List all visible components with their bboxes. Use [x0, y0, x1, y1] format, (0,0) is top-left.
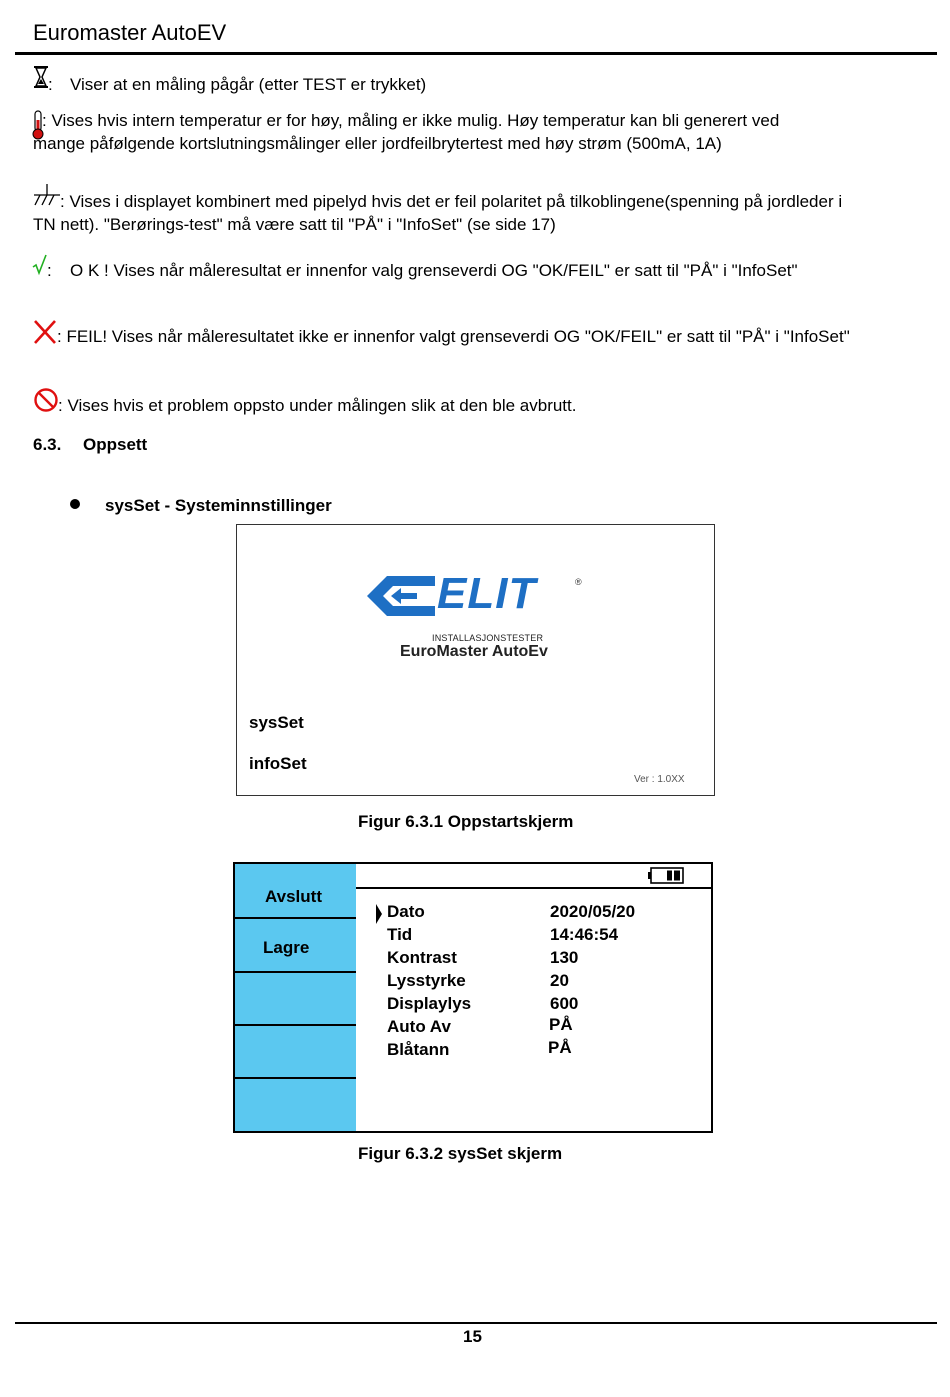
hourglass-icon [33, 65, 49, 89]
temperature-description-line2: mange påfølgende kortslutningsmålinger eller jordfeilbrytertest med høy strøm (500mA, 1A) [33, 134, 722, 153]
setting-value-lysstyrke[interactable]: 20 [550, 971, 569, 990]
empty-button-5[interactable] [235, 1079, 356, 1131]
figure1-caption: Figur 6.3.1 Oppstartskjerm [358, 812, 574, 831]
section-number: 6.3. [33, 435, 62, 454]
footer-rule [15, 1322, 937, 1324]
empty-button-3[interactable] [235, 973, 356, 1026]
checkmark-icon [32, 254, 48, 276]
earth-description-line1: : Vises i displayet kombinert med pipelyd hvis det er feil polaritet på tilkoblingene(spenning på jordleder i [60, 192, 843, 211]
bullet-dot [70, 499, 80, 509]
registered-mark: ® [575, 577, 582, 587]
menu-sysset[interactable]: sysSet [249, 713, 304, 732]
hourglass-sep: : [48, 75, 53, 94]
exit-button[interactable] [235, 864, 356, 919]
ok-sep: : [47, 261, 52, 280]
setting-label-kontrast[interactable]: Kontrast [387, 948, 457, 967]
setting-value-tid[interactable]: 14:46:54 [550, 925, 619, 944]
ok-description: O K ! Vises når måleresultat er innenfor valg grenseverdi OG "OK/FEIL" er satt til "PÅ" i "InfoSet" [70, 261, 798, 280]
fail-x-icon [33, 319, 57, 345]
setting-value-displaylys[interactable]: 600 [550, 994, 579, 1013]
earth-description-line2: TN nett). "Berørings-test" må være satt til "PÅ" i "InfoSet" (se side 17) [33, 215, 556, 234]
elit-logo-icon [365, 572, 437, 620]
fail-description: : FEIL! Vises når måleresultatet ikke er innenfor valgt grenseverdi OG "OK/FEIL" er satt til "PÅ" i "InfoSet" [57, 327, 850, 346]
prohibited-icon [33, 387, 59, 413]
setting-label-blatann[interactable]: Blåtann [387, 1040, 450, 1059]
setting-value-blatann[interactable]: PÅ [548, 1038, 572, 1057]
version-label: Ver : 1.0XX [634, 774, 685, 785]
setting-label-tid[interactable]: Tid [387, 925, 413, 944]
page-number: 15 [463, 1327, 482, 1346]
product-subtitle-small: INSTALLASJONSTESTER [432, 633, 544, 643]
abort-description: : Vises hvis et problem oppsto under målingen slik at den ble avbrutt. [58, 396, 577, 415]
sysset-screen [233, 862, 713, 1133]
setting-label-displaylys[interactable]: Displaylys [387, 994, 472, 1013]
menu-infoset[interactable]: infoSet [249, 754, 307, 773]
save-button[interactable] [235, 919, 356, 973]
header-rule [15, 52, 937, 55]
document-title: Euromaster AutoEV [33, 20, 227, 45]
battery-icon [648, 867, 686, 884]
selection-cursor-icon [374, 903, 384, 925]
exit-button-label: Avslutt [265, 887, 322, 906]
earth-fault-icon [32, 183, 62, 209]
section-title: Oppsett [83, 435, 148, 454]
temperature-description-line1: : Vises hvis intern temperatur er for høy, måling er ikke mulig. Høy temperatur kan bli generert ved [42, 111, 780, 130]
startup-screen [236, 524, 715, 796]
setting-value-auto-av[interactable]: PÅ [549, 1015, 573, 1034]
setting-label-lysstyrke[interactable]: Lysstyrke [387, 971, 466, 990]
logo-text: ELIT [437, 569, 537, 618]
setting-label-dato[interactable]: Dato [387, 902, 425, 921]
status-bar [356, 864, 711, 889]
sysset-menu [235, 864, 356, 1131]
setting-label-auto-av[interactable]: Auto Av [387, 1017, 451, 1036]
hourglass-description: Viser at en måling pågår (etter TEST er trykket) [70, 75, 427, 94]
save-button-label: Lagre [263, 938, 310, 957]
setting-value-dato[interactable]: 2020/05/20 [550, 902, 636, 921]
product-subtitle: EuroMaster AutoEv [400, 643, 548, 660]
bullet-text: sysSet - Systeminnstillinger [105, 496, 332, 515]
figure2-caption: Figur 6.3.2 sysSet skjerm [358, 1144, 563, 1163]
setting-value-kontrast[interactable]: 130 [550, 948, 579, 967]
empty-button-4[interactable] [235, 1026, 356, 1079]
